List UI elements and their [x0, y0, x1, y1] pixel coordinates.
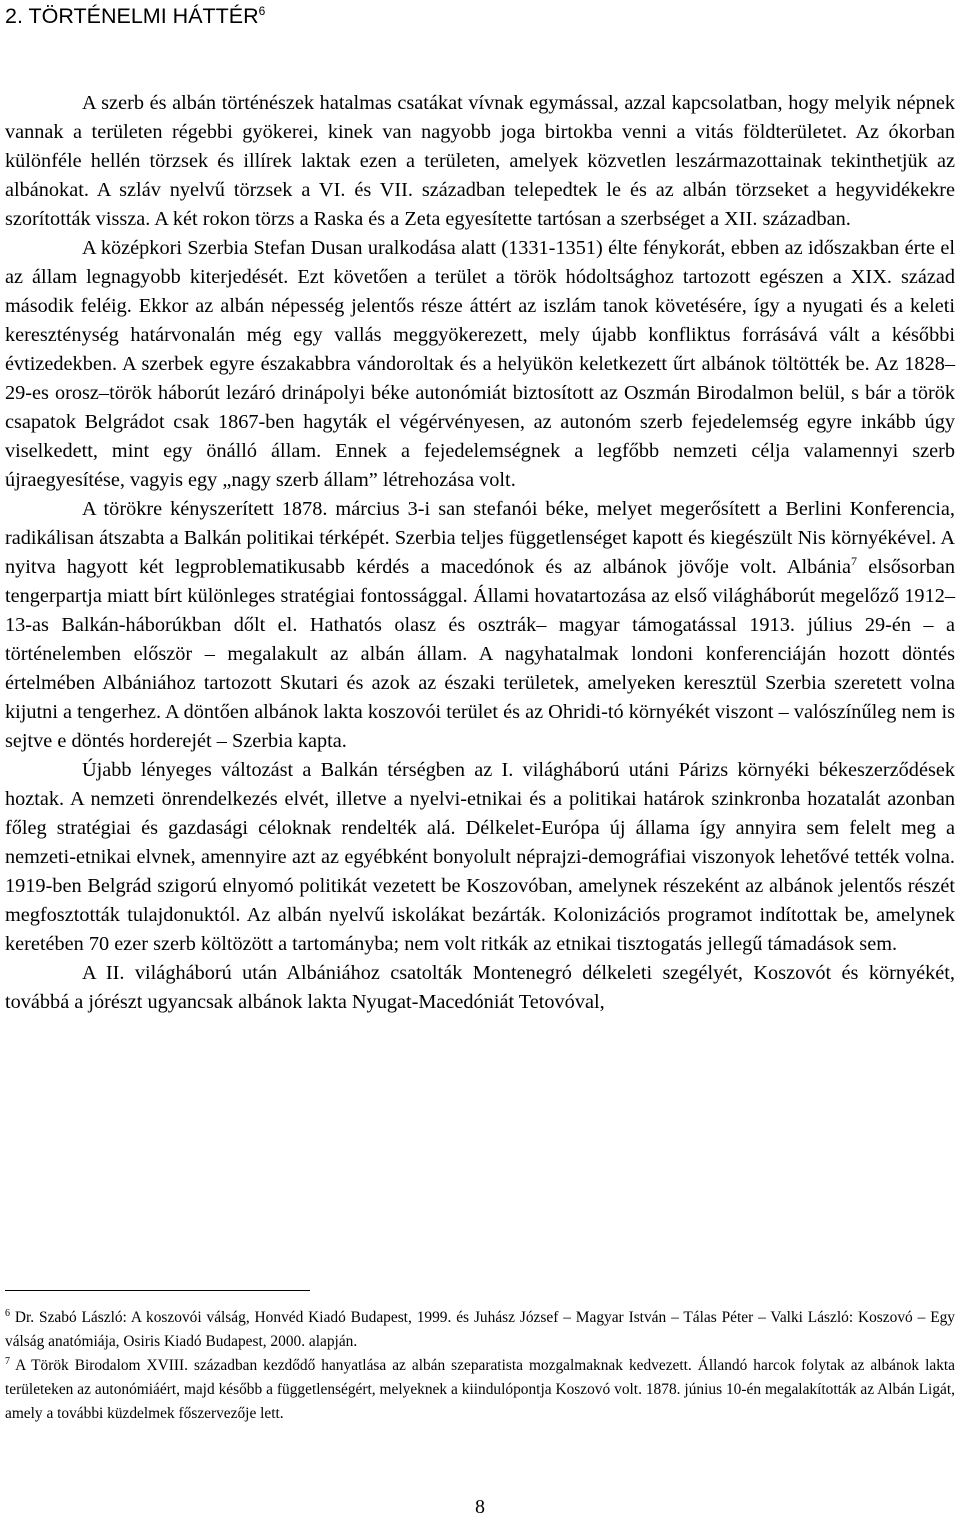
paragraph: A II. világháború után Albániához csatolták Montenegró délkeleti szegélyét, Koszovót és környékét, továbbá a jórészt ugyancsak albánok lakta Nyugat-Macedóniát Tetovóval, [5, 962, 955, 1013]
heading-footnote-ref: 6 [258, 3, 266, 18]
paragraph: Újabb lényeges változást a Balkán térségben az I. világháború utáni Párizs környéki békeszerződések hoztak. A nemzeti önrendelkezés elvét, illetve a nyelvi-etnikai és a politikai határok szinkronba hozatalát azonban főleg stratégiai és gazdasági céloknak rendelték alá. Délkelet-Európa új állama így annyira sem felelt meg a nemzeti-etnikai elvnek, amennyire azt az egyébként bonyolult néprajzi-demográfiai viszonyok lehetővé tették volna. 1919-ben Belgrád szigorú elnyomó politikát vezetett be Koszovóban, amelynek részeként az albánok jelentős részét megfosztották tulajdonuktól. Az albán nyelvű iskolákat bezárták. Kolonizációs programot indítottak be, amelynek keretében 70 ezer szerb költözött a tartományba; nem volt ritkák az etnikai tisztogatás jellegű támadások sem. [5, 759, 955, 955]
footnote [5, 1306, 955, 1354]
footnotes [5, 1306, 955, 1426]
footnote-text: Dr. Szabó László: A koszovói válság, Honvéd Kiadó Budapest, 1999. és Juhász József – Magyar István – Tálas Péter – Valki László: Koszovó – Egy válság anatómiája, Osiris Kiadó Budapest, 2000. alapján. [5, 1309, 955, 1350]
paragraph: A középkori Szerbia Stefan Dusan uralkodása alatt (1331-1351) élte fénykorát, ebben az időszakban érte el az állam legnagyobb kiterjedését. Ezt követően a terület a török hódoltsághoz tartozott egészen a XIX. század második feléig. Ekkor az albán népesség jelentős része áttért az iszlám tanok követésére, így a nyugati és a keleti kereszténység határvonalán még egy vallás meggyökerezett, mely újabb konfliktus forrásává vált a későbbi évtizedekben. A szerbek egyre északabbra vándoroltak és a helyükön keletkezett űrt albánok töltötték be. Az 1828–29-es orosz–török háborút lezáró drinápolyi béke autonómiát biztosított az Oszmán Birodalmon belül, s bár a török csapatok Belgrádot csak 1867-ben hagyták el végérvényesen, az autonóm szerb fejedelemség egyre inkább úgy viselkedett, mint egy önálló állam. Ennek a fejedelemségnek a legfőbb nemzeti célja valamennyi szerb újraegyesítése, vagyis egy „nagy szerb állam” létrehozása volt. [5, 237, 955, 491]
body-text [5, 89, 955, 1017]
footnote-ref: 7 [851, 554, 858, 569]
paragraph: A szerb és albán történészek hatalmas csatákat vívnak egymással, azzal kapcsolatban, hogy melyik népnek vannak a területen régebbi gyökerei, kinek van nagyobb joga birtokba venni a vitás földterületet. Az ókorban különféle hellén törzsek és illírek laktak ezen a területen, amelyek közvetlen leszármazottainak tekinthetjük az albánokat. A szláv nyelvű törzsek a VI. és VII. században telepedtek le és az albán törzseket a hegyvidékekre szorították vissza. A két rokon törzs a Raska és a Zeta egyesítette tartósan a szerbséget a XII. században. [5, 92, 955, 230]
footnote-separator [5, 1290, 310, 1291]
page-number: 8 [475, 1496, 485, 1518]
paragraph-text: elsősorban tengerpartja miatt bírt különleges stratégiai fontossággal. Állami hovatartozása az első világháborút megelőző 1912–13-as Balkán-háborúkban dőlt el. Hathatós olasz és osztrák– magyar támogatással 1913. július 29-én – a történelemben először – megalakult az albán állam. A nagyhatalmak londoni konferenciáján hozott döntés értelmében Albániához tartozott Skutari és azok az északi területek, amelyeken keresztül Szerbia szeretett volna kijutni a tengerhez. A döntően albánok lakta koszovói terület és az Ohridi-tó környékét viszont – valószínűleg nem is sejtve e döntés horderejét – Szerbia kapta. [5, 556, 955, 752]
footnote-text: A Török Birodalom XVIII. században kezdődő hanyatlása az albán szeparatista mozgalmaknak kedvezett. Állandó harcok folytak az albánok lakta területeken az autonómiáért, majd később a függetlenségért, melyeknek a kiindulópontja Koszovó volt. 1878. június 10-én megalakították az Albán Ligát, amely a további küzdelmek főszervezője lett. [5, 1357, 955, 1422]
section-heading-text: 2. TÖRTÉNELMI HÁTTÉR [5, 4, 259, 28]
paragraph-text: A törökre kényszerített 1878. március 3-i san stefanói béke, melyet megerősített a Berlini Konferencia, radikálisan átszabta a Balkán politikai térképét. Szerbia teljes függetlenséget kapott és kiegészült Nis környékével. A nyitva hagyott két legproblematikusabb kérdés a macedónok és az albánok jövője volt. Albánia [5, 498, 955, 578]
section-heading [5, 3, 265, 29]
footnote-number: 7 [5, 1355, 10, 1367]
footnote [5, 1354, 955, 1426]
footnote-number: 6 [5, 1307, 10, 1319]
paragraph [5, 495, 955, 756]
